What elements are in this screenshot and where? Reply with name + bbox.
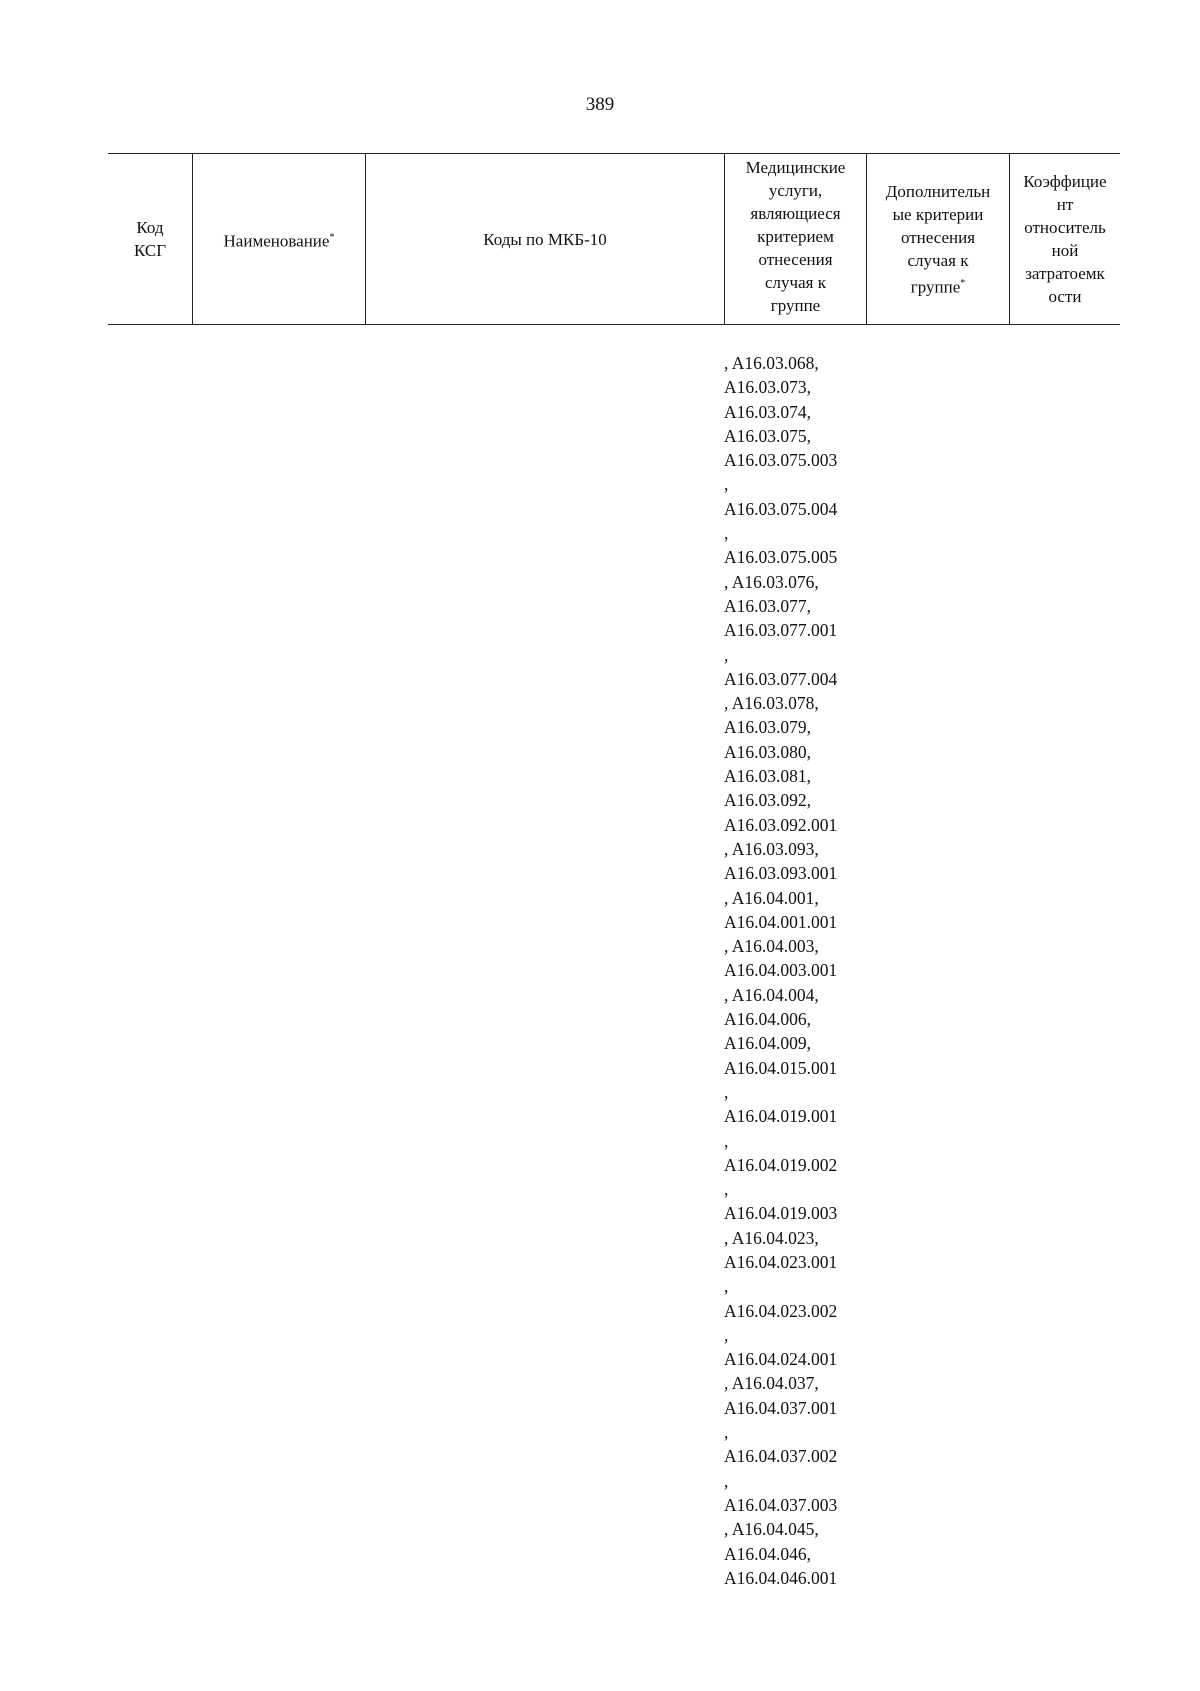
service-code-line: , A16.03.068, xyxy=(724,353,819,373)
service-code-line: , xyxy=(724,644,729,665)
service-code-line: A16.04.006, xyxy=(724,1009,812,1030)
service-code-line: A16.04.046, xyxy=(724,1543,812,1564)
header-text-line: группе xyxy=(770,296,821,315)
header-text-line: отнесения xyxy=(900,227,976,247)
service-code-line: A16.03.075.003 xyxy=(724,450,838,471)
header-text-line: услуги, xyxy=(768,181,823,200)
header-text-line: группе xyxy=(910,277,961,297)
header-text-line: являющиеся xyxy=(750,204,841,223)
service-code-line: A16.03.077.004 xyxy=(724,668,838,689)
service-code-line: A16.04.003.001 xyxy=(724,960,838,981)
service-code-line: A16.03.079, xyxy=(724,717,812,738)
service-code-line: , xyxy=(724,474,729,495)
service-code-line: A16.04.019.001 xyxy=(724,1106,838,1127)
header-text-line: ости xyxy=(1048,287,1082,306)
service-code-line: A16.03.092, xyxy=(724,790,812,811)
header-additional-criteria xyxy=(866,154,1009,324)
service-code-line: , xyxy=(724,1081,729,1102)
service-code-line: , A16.04.001, xyxy=(724,887,819,908)
header-medical-services xyxy=(724,154,866,324)
service-code-line: A16.04.023.001 xyxy=(724,1251,838,1272)
footnote-marker: * xyxy=(960,277,966,289)
service-code-line: A16.04.001.001 xyxy=(724,911,838,932)
header-text-line: отнесения xyxy=(758,250,833,269)
service-code-line: , A16.04.037, xyxy=(724,1373,819,1394)
service-code-line: A16.03.077.001 xyxy=(724,620,838,641)
service-code-line: A16.03.092.001 xyxy=(724,814,838,835)
header-icd10-codes xyxy=(365,154,724,324)
header-text-line: Коды по МКБ-10 xyxy=(483,229,607,249)
service-code-line: , A16.04.003, xyxy=(724,936,819,957)
service-code-line: , A16.04.045, xyxy=(724,1519,819,1540)
service-code-line: A16.03.077, xyxy=(724,595,812,616)
service-code-line: , A16.04.004, xyxy=(724,984,819,1005)
service-code-line: , xyxy=(724,1179,729,1200)
header-name xyxy=(192,154,365,324)
service-code-line: , xyxy=(724,1276,729,1297)
header-text-line: ые критерии xyxy=(892,204,984,224)
header-cost-coefficient xyxy=(1009,154,1120,324)
header-text-line: Дополнительн xyxy=(885,181,991,201)
service-code-line: , xyxy=(724,1422,729,1443)
header-text-line: Код xyxy=(136,218,164,237)
header-text-line: нт xyxy=(1056,195,1074,214)
service-code-line: A16.04.015.001 xyxy=(724,1057,838,1078)
service-code-line: A16.03.075.005 xyxy=(724,547,838,568)
service-code-line: A16.03.075, xyxy=(724,425,812,446)
table-header xyxy=(108,153,1120,325)
header-text-line: случая к xyxy=(765,273,826,292)
service-code-line: , A16.03.093, xyxy=(724,838,819,859)
header-text-line: случая к xyxy=(907,250,969,270)
service-code-line: A16.04.023.002 xyxy=(724,1300,838,1321)
service-code-line: A16.03.074, xyxy=(724,401,812,422)
page-number: 389 xyxy=(585,94,615,115)
header-text-line: КСГ xyxy=(133,241,167,260)
header-text-line: Наименование xyxy=(223,231,330,251)
service-code-line: A16.03.081, xyxy=(724,766,812,787)
footnote-marker: * xyxy=(329,231,335,243)
header-ksg-code xyxy=(108,154,192,324)
header-text-line: относитель xyxy=(1024,218,1106,237)
header-text-line: Коэффицие xyxy=(1023,172,1107,191)
service-code-line: , A16.03.076, xyxy=(724,571,819,592)
service-code-line: A16.03.075.004 xyxy=(724,498,838,519)
ksg-table xyxy=(108,153,1120,1588)
service-code-line: A16.04.019.003 xyxy=(724,1203,838,1224)
service-code-line: , xyxy=(724,1324,729,1345)
service-code-line: A16.04.019.002 xyxy=(724,1154,838,1175)
service-code-line: A16.04.009, xyxy=(724,1033,812,1054)
service-code-line: , xyxy=(724,1470,729,1491)
service-code-line: , A16.03.078, xyxy=(724,693,819,714)
service-code-line: A16.04.046.001 xyxy=(724,1567,838,1588)
service-code-line: , A16.04.023, xyxy=(724,1227,819,1248)
service-code-line: , xyxy=(724,1130,729,1151)
header-text-line: затратоемк xyxy=(1025,264,1105,283)
service-code-line: A16.04.037.002 xyxy=(724,1446,838,1467)
service-code-line: A16.04.024.001 xyxy=(724,1349,838,1370)
table-row xyxy=(108,325,1120,1588)
service-code-line: A16.03.080, xyxy=(724,741,812,762)
medical-services-cell xyxy=(724,351,866,1590)
header-text-line: Медицинские xyxy=(745,158,846,177)
service-code-line: A16.03.093.001 xyxy=(724,863,838,884)
service-code-line: A16.04.037.001 xyxy=(724,1397,838,1418)
service-code-line: A16.03.073, xyxy=(724,377,812,398)
service-code-line: A16.04.037.003 xyxy=(724,1494,838,1515)
service-code-line: , xyxy=(724,523,729,544)
header-text-line: критерием xyxy=(757,227,834,246)
header-text-line: ной xyxy=(1051,241,1079,260)
